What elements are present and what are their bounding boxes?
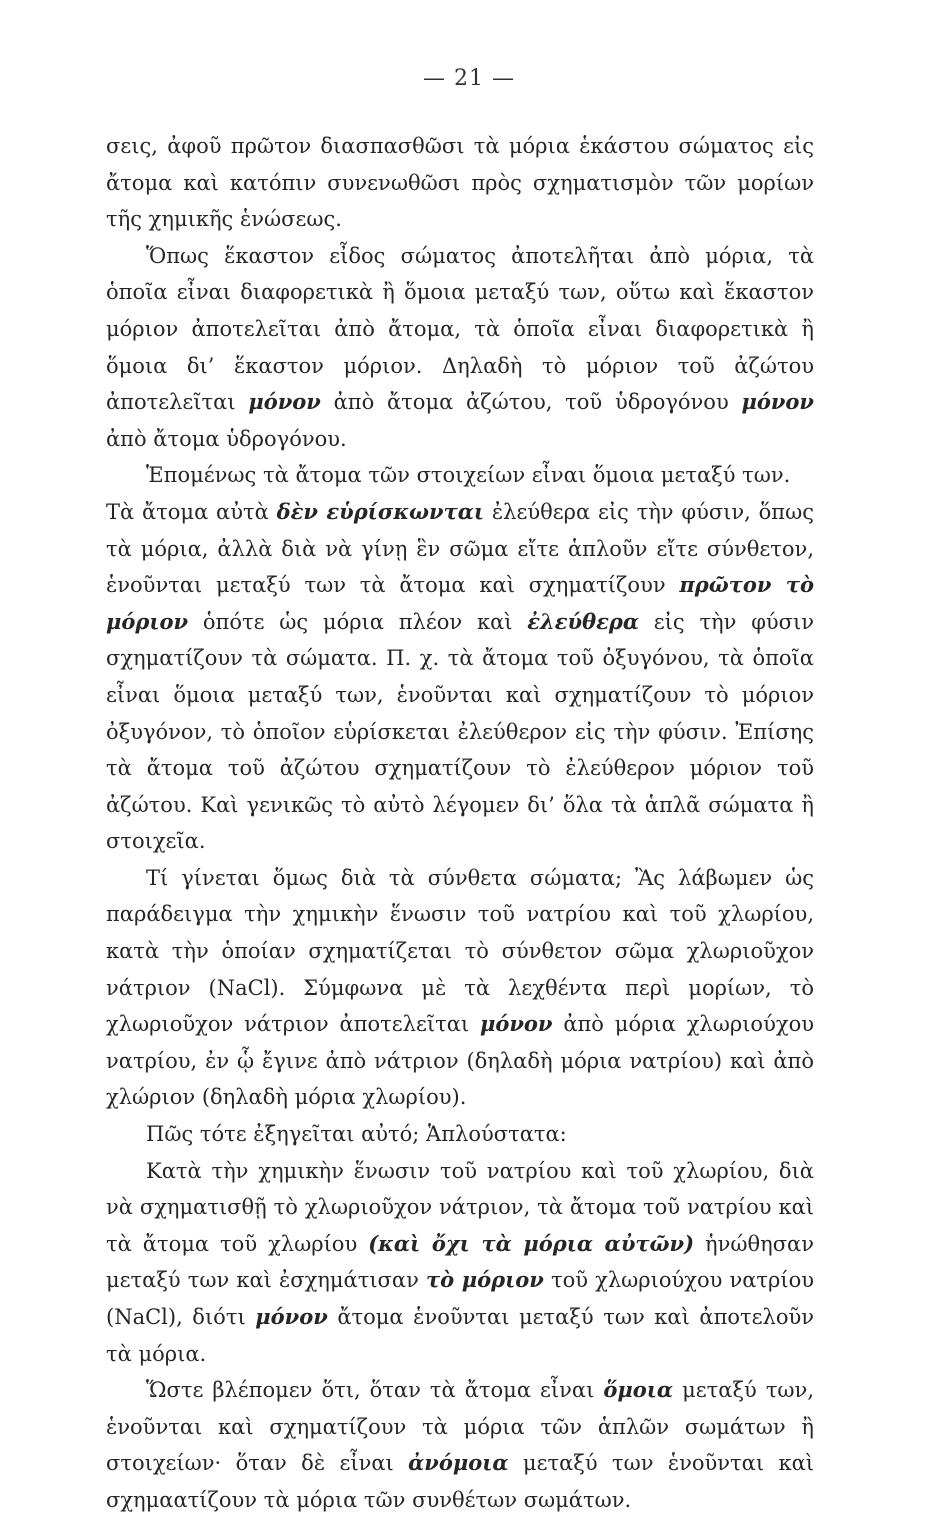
- paragraph-p1: [106, 128, 814, 238]
- text-segment: Τί γίνεται ὅμως διὰ τὰ σύνθετα σώματα; Ἂς λάβωμεν ὡς παράδειγμα τὴν χημικὴν ἕνωσιν τοῦ νατρίου καὶ τοῦ χλωρίου, κατὰ τὴν ὁποίαν σχηματίζεται τὸ σύνθετον σῶμα χλωριοῦχον νάτριον (NaCl). Σύμφωνα μὲ τὰ λεχθέντα περὶ μορίων, τὸ χλωριοῦχον νάτριον ἀποτελεῖται: [106, 865, 814, 1037]
- text-segment: ἀπὸ ἄτομα ὑδρογόνου.: [106, 426, 347, 451]
- text-segment: Ἑπομένως τὰ ἄτομα τῶν στοιχείων εἶναι ὅμοια μεταξύ των.: [146, 463, 791, 488]
- text-segment: ὁπότε ὡς μόρια πλέον καὶ: [188, 609, 528, 634]
- text-segment: τοῦ χλωριούχου νατρίου (NaCl), διότι: [106, 1268, 815, 1329]
- text-segment: Ὅπως ἕκαστον εἶδος σώματος ἀποτελῆται ἀπὸ μόρια, τὰ ὁποῖα εἶναι διαφορετικὰ ἢ ὅμοια μεταξύ των, οὕτω καὶ ἕκαστον μόριον ἀποτελεῖται ἀπὸ ἄτομα, τὰ ὁποῖα εἶναι διαφορετικὰ ἢ ὅμοια δι’ ἕκαστον μόριον. Δηλαδὴ τὸ μόριον τοῦ ἀζώτου ἀποτελεῖται: [106, 243, 814, 415]
- emphasized-text: μόνον: [741, 389, 814, 415]
- paragraph-p5: [106, 860, 814, 1116]
- text-segment: ἄτομα ἑνοῦνται μεταξύ των καὶ ἀποτελοῦν τὰ μόρια.: [106, 1305, 814, 1366]
- emphasized-text: μόνον: [248, 389, 321, 415]
- text-segment: ἡνώθησαν μεταξύ των καὶ ἐσχημάτισαν: [106, 1231, 815, 1293]
- emphasized-text: τὸ μόριον: [425, 1267, 544, 1293]
- text-segment: μεταξύ των ἑνοῦνται καὶ σχημαατίζουν τὰ μόρια τῶν συνθέτων σωμάτων.: [106, 1451, 814, 1512]
- paragraph-p6: [106, 1116, 814, 1153]
- emphasized-text: μόνον: [479, 1011, 553, 1037]
- emphasized-text: (καὶ ὄχι τὰ μόρια αὐτῶν): [368, 1230, 695, 1256]
- emphasized-text: ἐλεύθερα: [527, 608, 639, 634]
- text-segment: μεταξύ των, ἑνοῦνται καὶ σχηματίζουν τὰ μόρια τῶν ἁπλῶν σωμάτων ἢ στοιχείων· ὅταν δὲ εἶναι: [106, 1378, 815, 1476]
- paragraph-p4: [106, 494, 814, 860]
- text-segment: Πῶς τότε ἐξηγεῖται αὐτό; Ἁπλούστατα:: [146, 1122, 567, 1147]
- paragraph-p3: [106, 457, 814, 494]
- text-segment: Κατὰ τὴν χημικὴν ἕνωσιν τοῦ νατρίου καὶ τοῦ χλωρίου, διὰ νὰ σχηματισθῇ τὸ χλωριοῦχον νάτριον, τὰ ἄτομα τοῦ νατρίου καὶ τὰ ἄτομα τοῦ χλωρίου: [106, 1158, 814, 1256]
- text-segment: ἀπὸ μόρια χλωριούχου νατρίου, ἐν ᾧ ἔγινε ἀπὸ νάτριον (δηλαδὴ μόρια νατρίου) καὶ ἀπὸ χλώριον (δηλαδὴ μόρια χλωρίου).: [106, 1012, 814, 1110]
- emphasized-text: ὅμοια: [603, 1377, 674, 1403]
- text-segment: εἰς τὴν φύσιν σχηματίζουν τὰ σώματα. Π. χ. τὰ ἄτομα τοῦ ὀξυγόνου, τὰ ὁποῖα εἶναι ὅμοια μεταξύ των, ἑνοῦνται καὶ σχηματίζουν τὸ μόριον ὀξυγόνον, τὸ ὁποῖον εὑρίσκεται ἐλεύθερον εἰς τὴν φύσιν. Ἐπίσης τὰ ἄτομα τοῦ ἀζώτου σχηματίζουν τὸ ἐλεύθερον μόριον τοῦ ἀζώτου. Καὶ γενικῶς τὸ αὐτὸ λέγομεν δι’ ὅλα τὰ ἁπλᾶ σώματα ἢ στοιχεῖα.: [106, 609, 814, 854]
- emphasized-text: πρῶτον τὸ μόριον: [106, 572, 814, 634]
- text-segment: σεις, ἀφοῦ πρῶτον διασπασθῶσι τὰ μόρια ἑκάστου σώματος εἰς ἄτομα καὶ κατόπιν συνενωθῶσι πρὸς σχηματισμὸν τῶν μορίων τῆς χημικῆς ἑνώσεως.: [106, 134, 814, 232]
- text-segment: Τὰ ἄτομα αὐτὰ: [106, 499, 277, 524]
- paragraph-p8: [106, 1372, 814, 1518]
- emphasized-text: μόνον: [255, 1304, 328, 1329]
- emphasized-text: ἀνόμοια: [408, 1450, 509, 1476]
- body-text: [106, 128, 814, 1519]
- emphasized-text: δὲν εὑρίσκωνται: [276, 498, 485, 524]
- paragraph-p7: [106, 1153, 814, 1373]
- text-segment: Ὥστε βλέπομεν ὅτι, ὅταν τὰ ἄτομα εἶναι: [146, 1378, 604, 1403]
- text-segment: ἐλεύθερα εἰς τὴν φύσιν, ὅπως τὰ μόρια, ἀλλὰ διὰ νὰ γίνῃ ἓν σῶμα εἴτε ἁπλοῦν εἴτε σύνθετον, ἑνοῦνται μεταξύ των τὰ ἄτομα καὶ σχηματίζουν: [106, 499, 814, 598]
- page-number: — 21 —: [423, 66, 515, 91]
- paragraph-p2: [106, 238, 814, 458]
- text-segment: ἀπὸ ἄτομα ἀζώτου, τοῦ ὑδρογόνου: [320, 390, 742, 415]
